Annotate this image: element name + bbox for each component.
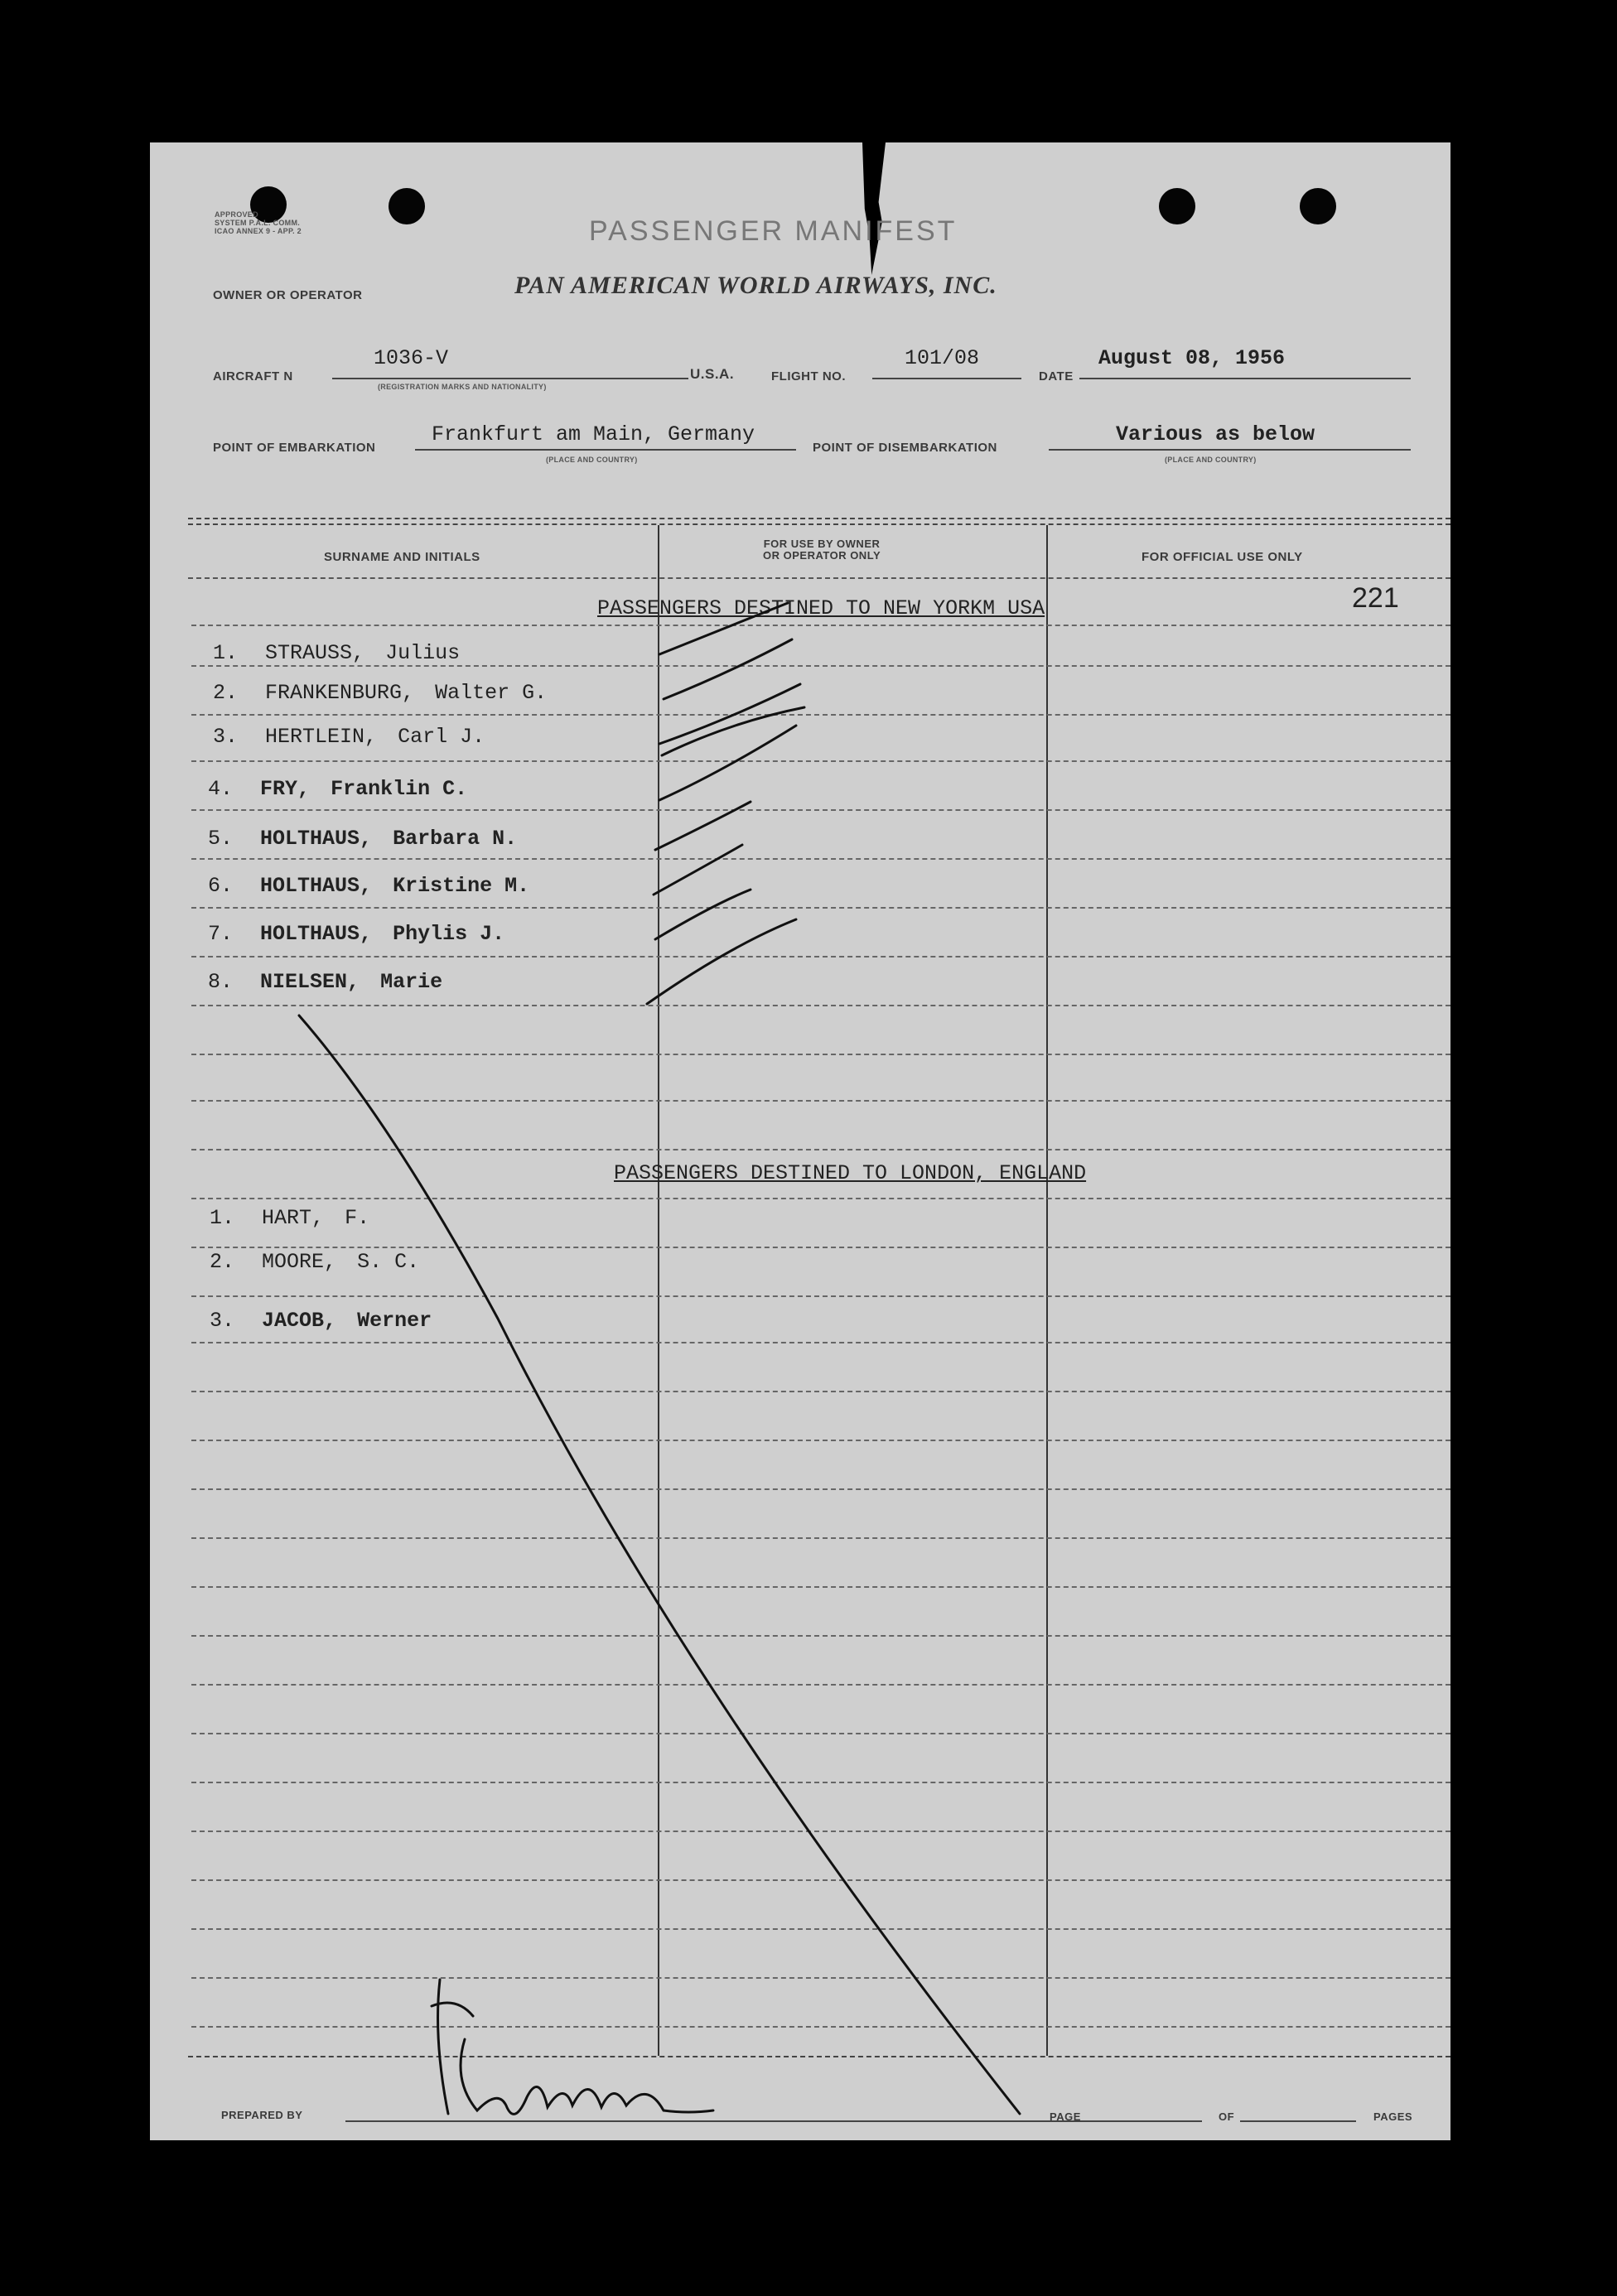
aircraft-value: 1036-V: [374, 346, 449, 370]
passenger-surname: STRAUSS,: [265, 641, 365, 665]
passenger-surname: HOLTHAUS,: [260, 827, 373, 851]
passenger-surname: FRANKENBURG,: [265, 681, 415, 705]
form-title: PASSENGER MANIFEST: [589, 215, 958, 247]
aircraft-label: AIRCRAFT N: [213, 369, 293, 383]
page-underline: [1090, 2120, 1202, 2122]
passenger-surname: HART,: [262, 1206, 325, 1230]
cancel-stroke: [299, 1015, 1020, 2114]
section-heading-london: PASSENGERS DESTINED TO LONDON, ENGLAND: [614, 1161, 1087, 1185]
passenger-given-name: Carl J.: [398, 725, 485, 749]
embarkation-label: POINT OF EMBARKATION: [213, 441, 376, 455]
passenger-number: 7.: [208, 922, 234, 946]
check-mark: [664, 639, 792, 699]
passenger-given-name: Phylis J.: [393, 922, 505, 946]
date-value: August 08, 1956: [1098, 346, 1286, 370]
registration-caption: (REGISTRATION MARKS AND NATIONALITY): [378, 383, 547, 391]
disembarkation-caption: (PLACE AND COUNTRY): [1165, 456, 1257, 464]
owner-label: OWNER OR OPERATOR: [213, 288, 363, 302]
of-underline: [1240, 2120, 1356, 2122]
check-mark: [654, 845, 742, 895]
passenger-surname: HOLTHAUS,: [260, 874, 373, 898]
passenger-number: 8.: [208, 970, 234, 994]
section-heading-new-york: PASSENGERS DESTINED TO NEW YORKM USA: [597, 596, 1045, 620]
embarkation-caption: (PLACE AND COUNTRY): [546, 456, 638, 464]
airline-name: PAN AMERICAN WORLD AIRWAYS, INC.: [514, 272, 997, 299]
column-header-owner-line-2: OR OPERATOR ONLY: [763, 549, 881, 562]
disembarkation-label: POINT OF DISEMBARKATION: [813, 441, 997, 455]
approval-line-1: APPROVED: [215, 210, 258, 219]
of-label: OF: [1219, 2110, 1235, 2123]
page-label: PAGE: [1050, 2110, 1081, 2123]
passenger-number: 3.: [210, 1309, 235, 1333]
passenger-given-name: S. C.: [357, 1250, 420, 1274]
flight-value: 101/08: [905, 346, 980, 370]
column-header-owner-line-1: FOR USE BY OWNER: [763, 538, 881, 550]
passenger-surname: FRY,: [260, 777, 311, 801]
passenger-number: 3.: [213, 725, 239, 749]
passenger-surname: JACOB,: [262, 1309, 337, 1333]
passenger-number: 1.: [210, 1206, 235, 1230]
passenger-number: 4.: [208, 777, 234, 801]
embarkation-value: Frankfurt am Main, Germany: [432, 422, 755, 446]
approval-line-2: SYSTEM P.A.L. COMM.: [215, 219, 301, 227]
passenger-surname: HERTLEIN,: [265, 725, 378, 749]
page-number: 221: [1352, 582, 1399, 614]
column-header-official: FOR OFFICIAL USE ONLY: [1142, 550, 1303, 564]
handwritten-marks: [150, 142, 1450, 2140]
passenger-number: 2.: [210, 1250, 235, 1274]
disembarkation-value: Various as below: [1116, 422, 1315, 446]
pages-label: PAGES: [1373, 2110, 1413, 2123]
passenger-given-name: Kristine M.: [393, 874, 530, 898]
passenger-given-name: Marie: [380, 970, 443, 994]
passenger-surname: HOLTHAUS,: [260, 922, 373, 946]
approval-line-3: ICAO ANNEX 9 - APP. 2: [215, 227, 302, 235]
passenger-given-name: Franklin C.: [331, 777, 468, 801]
usa-label: U.S.A.: [690, 366, 735, 382]
signature-mark: [432, 1980, 713, 2114]
column-header-surname: SURNAME AND INITIALS: [324, 550, 480, 564]
passenger-given-name: Julius: [385, 641, 461, 665]
passenger-given-name: Walter G.: [435, 681, 548, 705]
passenger-number: 6.: [208, 874, 234, 898]
passenger-given-name: Barbara N.: [393, 827, 518, 851]
check-mark: [655, 890, 751, 939]
prepared-by-label: PREPARED BY: [221, 2109, 303, 2121]
passenger-given-name: Werner: [357, 1309, 432, 1333]
check-mark: [659, 603, 788, 654]
flight-label: FLIGHT NO.: [771, 369, 846, 383]
passenger-surname: MOORE,: [262, 1250, 337, 1274]
check-mark: [655, 802, 751, 850]
passenger-number: 1.: [213, 641, 239, 665]
date-label: DATE: [1039, 369, 1074, 383]
passenger-surname: NIELSEN,: [260, 970, 360, 994]
passenger-number: 2.: [213, 681, 239, 705]
passenger-given-name: F.: [345, 1206, 370, 1230]
passenger-number: 5.: [208, 827, 234, 851]
manifest-sheet: [150, 142, 1450, 2140]
